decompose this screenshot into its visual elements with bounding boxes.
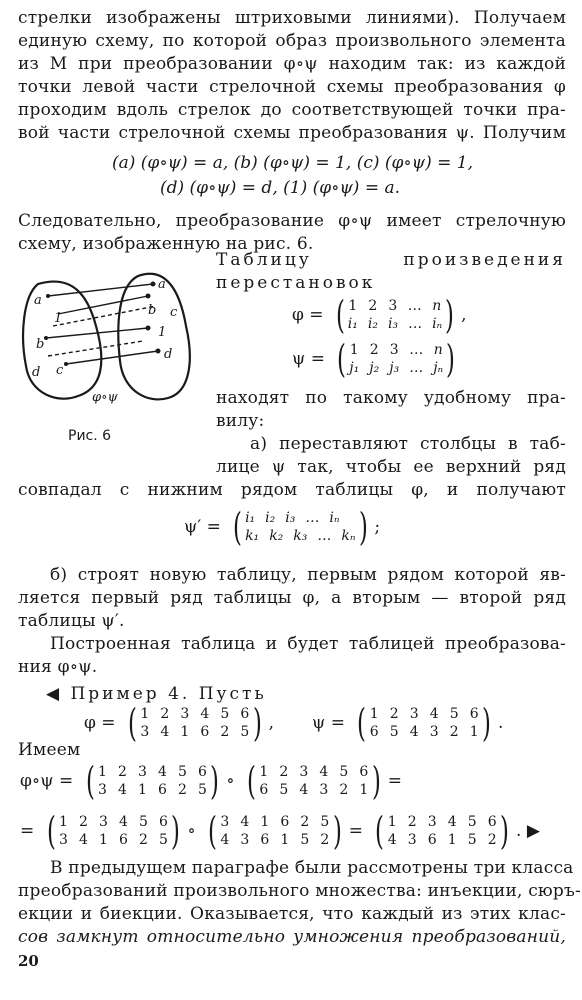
text-line: совпадал с нижним рядом таблицы φ, и получают [18,480,566,500]
text-line: В предыдущем параграфе были рассмотрены три класса [50,858,574,878]
psi-label: ψ = [292,349,325,369]
text-line: б) строят новую таблицу, первым рядом которой яв- [50,565,566,585]
psi-prime-label: ψ′ = [184,517,221,537]
text-line: стрелки изображены штриховыми линиями). Получаем [18,8,566,28]
text-line: вилу: [216,411,265,431]
fig-label-right-a: a [158,277,166,292]
fig-label-left-a: a [34,293,42,308]
fig-label-right-b: b [148,303,157,318]
fig-label-right-d: d [164,347,173,362]
psi-prime-table: ψ′ = ( i₁ i₂ i₃ … iₙ k₁ k₂ k₃ … kₙ ) ; [184,505,381,549]
text-line: лице ψ так, чтобы ее верхний ряд [216,457,566,477]
text-line: Следовательно, преобразование φ∘ψ имеет стрелочную [18,211,566,231]
phi-label: φ = [292,305,324,325]
calc-line-1: φ∘ψ = ( 1 2 3 4 5 6 3 4 1 6 2 5 ) ∘ ( 1 2 3 4 5 6 6 5 4 3 2 1 ) = [20,759,402,803]
fig-label-left-b: b [36,337,45,352]
text-line: проходим вдоль стрелок до соответствующей точки пра- [18,100,566,120]
fig-label-right-1: 1 [158,325,167,340]
text-line: из M при преобразовании φ∘ψ находим так: из каждой [18,54,566,74]
fig-label-bottom: φ∘ψ [92,390,118,405]
fig-label-right-c: c [170,305,178,320]
text-line: Построенная таблица и будет таблицей преобразова- [50,634,566,654]
psi-table: ψ = ( 1 2 3 … n j₁ j₂ j₃ … jₙ ) [292,337,456,381]
formula-line-1: (a) (φ∘ψ) = a, (b) (φ∘ψ) = 1, (c) (φ∘ψ) = 1, [112,153,473,173]
text-line: находят по такому удобному пра- [216,388,566,408]
text-line: Имеем [18,740,81,760]
example-phi: φ = ( 1 2 3 4 5 6 3 4 1 6 2 5 ) , [84,701,275,745]
formula-line-2: (d) (φ∘ψ) = d, (1) (φ∘ψ) = a. [160,178,401,198]
text-line: ляется первый ряд таблицы φ, а вторым — второй ряд [18,588,566,608]
page-number: 20 [18,952,39,970]
text-line: а) переставляют столбцы в таб- [250,434,566,454]
text-line: схему, изображенную на рис. 6. [18,234,314,254]
right-oval [118,274,189,400]
fig-label-left-1: 1 [54,311,63,326]
text-line: сов замкнут относительно умножения преобразований, [18,927,566,947]
text-line: преобразований произвольного множества: инъекции, сюръ- [18,881,581,901]
text-line: екции и биекции. Оказывается, что каждый из этих клас- [18,904,566,924]
figure-6-diagram [18,266,208,406]
text-line: таблицы ψ′. [18,611,125,631]
phi-table: φ = ( 1 2 3 … n i₁ i₂ i₃ … iₙ ) , [292,293,467,337]
fig-label-left-c: c [56,363,64,378]
figure-caption: Рис. 6 [68,428,112,444]
calc-line-2: = ( 1 2 3 4 5 6 3 4 1 6 2 5 ) ∘ ( 3 4 1 6 2 5 4 3 6 1 5 2 ) = ( 1 2 3 4 5 6 4 3 6 1 5 2 ) . ▶ [20,809,540,853]
text-line: Таблицу произведения [216,250,566,270]
example-psi: ψ = ( 1 2 3 4 5 6 6 5 4 3 2 1 ) . [312,701,504,745]
text-line: перестановок [216,273,376,293]
text-line: точки левой части стрелочной схемы преобразования φ [18,77,566,97]
text-line: ния φ∘ψ. [18,657,98,677]
example-heading: ◀ Пример 4. Пусть [46,684,267,704]
text-line: вой части стрелочной схемы преобразования ψ. Получим [18,123,566,143]
text-line: единую схему, по которой образ произвольного элемента [18,31,566,51]
fig-label-left-d: d [32,365,41,380]
